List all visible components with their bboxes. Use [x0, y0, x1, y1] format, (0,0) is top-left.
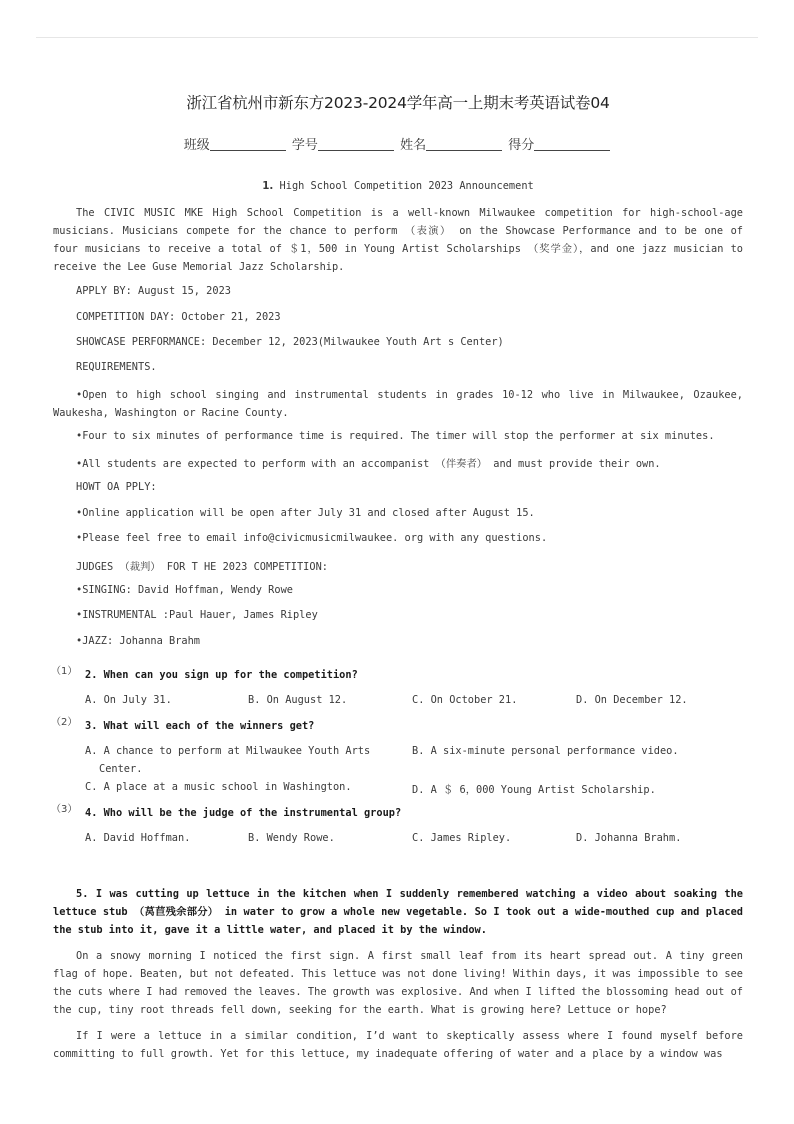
option-b[interactable]: B. Wendy Rowe. [248, 832, 335, 844]
question-stem: 4. Who will be the judge of the instrumental group? [85, 807, 402, 819]
option-b[interactable]: B. On August 12. [248, 694, 348, 706]
option-c[interactable]: C. On October 21. [412, 694, 518, 706]
option-d[interactable]: D. On December 12. [576, 694, 688, 706]
competition-day: COMPETITION DAY: October 21, 2023 [76, 311, 281, 323]
option-c[interactable]: C. James Ripley. [412, 832, 512, 844]
sub-question-number: （1） [51, 666, 78, 677]
showcase-performance: SHOWCASE PERFORMANCE: December 12, 2023(Milwaukee Youth Art s Center) [76, 336, 504, 348]
option-d[interactable]: D. A ＄ 6，000 Young Artist Scholarship. [412, 784, 656, 796]
requirements-heading: REQUIREMENTS. [76, 361, 157, 373]
passage-number: 1. [262, 180, 274, 192]
judge-item: •INSTRUMENTAL :Paul Hauer, James Ripley [76, 609, 318, 621]
exam-title: 浙江省杭州市新东方2023-2024学年高一上期末考英语试卷04 [186, 94, 610, 112]
class-blank[interactable] [210, 137, 286, 151]
student-info-row [53, 134, 743, 153]
option-a[interactable]: A. A chance to perform at Milwaukee Youth Arts [85, 745, 371, 757]
requirement-item: •Four to six minutes of performance time is required. The timer will stop the performer at six minutes. [76, 430, 715, 442]
judge-item: •SINGING: David Hoffman, Wendy Rowe [76, 584, 293, 596]
option-d[interactable]: D. Johanna Brahm. [576, 832, 682, 844]
option-b[interactable]: B. A six-minute personal performance video. [412, 745, 679, 757]
requirement-item: •All students are expected to perform with an accompanist （伴奏者） and must provide their own. [76, 458, 661, 470]
apply-step: •Please feel free to email info@civicmusicmilwaukee. org with any questions. [76, 532, 548, 544]
apply-step: •Online application will be open after July 31 and closed after August 15. [76, 507, 535, 519]
passage-intro: The CIVIC MUSIC MKE High School Competition is a well-known Milwaukee competition for high-school-age musicians. Musicians compete for the chance to perform （表演） on the Showcase Performance and to be one of four musicians to receive a total of ＄1，500 in Young Artist Scholarships （奖学金），and one jazz musician to receive the Lee Guse Memorial Jazz Scholarship. [53, 207, 743, 273]
passage-two-paragraph: On a snowy morning I noticed the first sign. A first small leaf from its heart spread out. A tiny green flag of hope. Beaten, but not defeated. This lettuce was not done living! Within days, it was impossible to see the cuts where I had removed the leaves. The growth was explosive. And when I lifted the blossoming head out of the cup, tiny root threads fell down, seeking for the earth. What is growing here? Lettuce or hope? [53, 950, 743, 1016]
passage-title [53, 180, 743, 192]
name-blank[interactable] [426, 137, 502, 151]
apply-by: APPLY BY: August 15, 2023 [76, 285, 231, 297]
passage-title-text: High School Competition 2023 Announcement [279, 180, 534, 192]
requirement-item: •Open to high school singing and instrumental students in grades 10-12 who live in Milwaukee, Ozaukee, Waukesha, Washington or Racine County. [53, 389, 743, 419]
passage-two-intro: 5. I was cutting up lettuce in the kitchen when I suddenly remembered watching a video about soaking the lettuce stub （莴苣残余部分） in water to grow a whole new vegetable. So I took out a wide-mouthed cup and placed the stub into it, gave it a little water, and placed it by the window. [53, 888, 743, 936]
apply-heading: HOWT OA PPLY: [76, 481, 157, 493]
judges-heading: JUDGES （裁判） FOR T HE 2023 COMPETITION: [76, 561, 328, 573]
option-a[interactable]: A. David Hoffman. [85, 832, 191, 844]
student-id-label: 学号 [291, 138, 318, 153]
sub-question-number: （3） [51, 804, 78, 815]
judge-item: •JAZZ: Johanna Brahm [76, 635, 200, 647]
class-label: 班级 [183, 138, 210, 153]
option-a[interactable]: A. On July 31. [85, 694, 172, 706]
option-c[interactable]: C. A place at a music school in Washington. [85, 781, 352, 793]
score-blank[interactable] [534, 137, 610, 151]
sub-question-number: （2） [51, 717, 78, 728]
question-stem: 3. What will each of the winners get? [85, 720, 315, 732]
page-top-rule [36, 37, 758, 38]
name-label: 姓名 [400, 138, 427, 153]
student-id-blank[interactable] [318, 137, 394, 151]
option-a-continued[interactable]: Center. [99, 763, 143, 775]
passage-two-paragraph: If I were a lettuce in a similar condition, I’d want to skeptically assess where I found myself before committing to full growth. Yet for this lettuce, my inadequate offering of water and a place by a window was [53, 1030, 743, 1060]
score-label: 得分 [508, 138, 535, 153]
question-stem: 2. When can you sign up for the competition? [85, 669, 358, 681]
